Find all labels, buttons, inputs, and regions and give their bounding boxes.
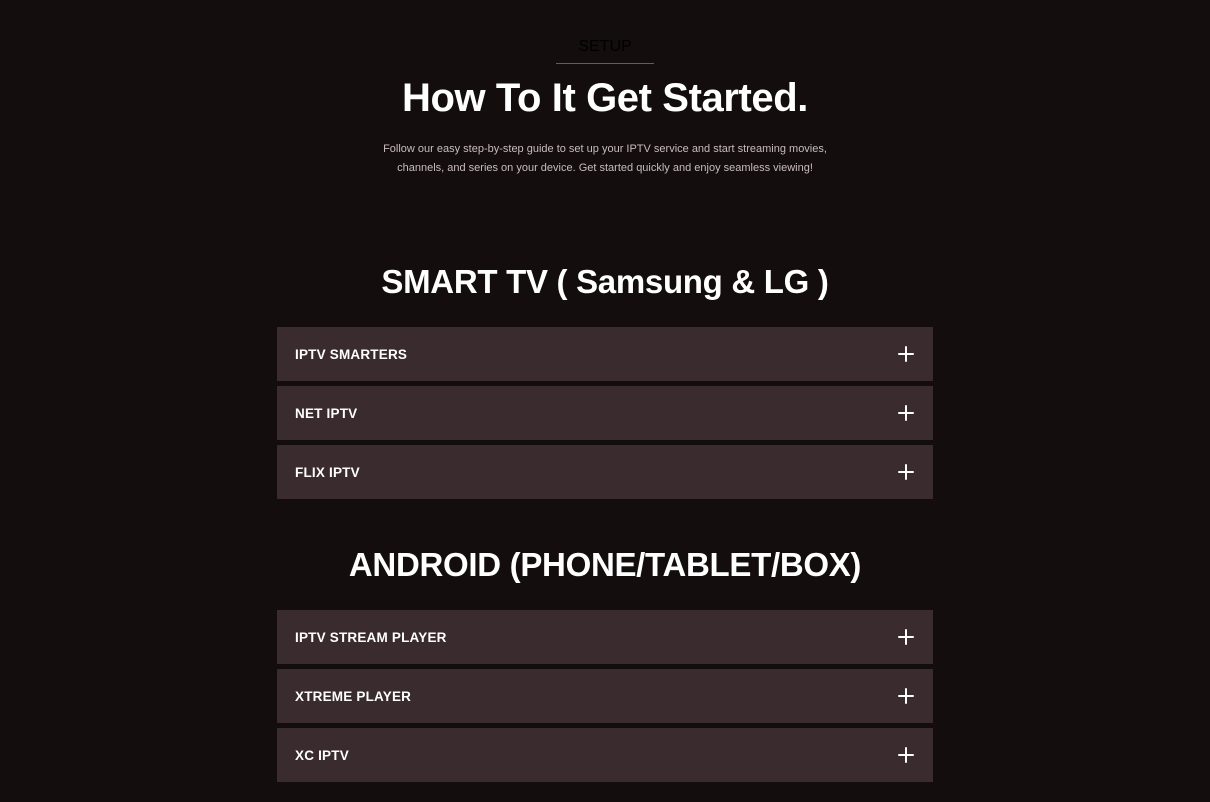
- accordion-item-iptv-stream-player[interactable]: [277, 610, 933, 664]
- page-title: How To It Get Started.: [401, 76, 809, 120]
- plus-icon[interactable]: [898, 688, 914, 704]
- section-smart-tv: [0, 261, 1210, 499]
- accordion-item-net-iptv[interactable]: [277, 386, 933, 440]
- accordion-item-flix-iptv[interactable]: [277, 445, 933, 499]
- accordion-item-label: FLIX IPTV: [295, 464, 360, 480]
- accordion-item-label: XTREME PLAYER: [295, 688, 412, 704]
- eyebrow-divider: [556, 63, 654, 64]
- plus-icon[interactable]: [898, 629, 914, 645]
- accordion-smart-tv: [277, 303, 933, 499]
- plus-icon[interactable]: [898, 464, 914, 480]
- accordion-item-xtreme-player[interactable]: [277, 669, 933, 723]
- plus-icon[interactable]: [898, 405, 914, 421]
- section-android: [0, 544, 1210, 782]
- page-subtitle: Follow our easy step-by-step guide to set up your IPTV service and start streaming movies, channels, and series on your device. Get started quickly and enjoy seamless viewing!: [383, 143, 827, 174]
- section-title: SMART TV ( Samsung & LG ): [381, 263, 829, 300]
- section-title: ANDROID (PHONE/TABLET/BOX): [348, 546, 862, 583]
- plus-icon[interactable]: [898, 747, 914, 763]
- accordion-item-iptv-smarters[interactable]: [277, 327, 933, 381]
- accordion-item-label: NET IPTV: [295, 405, 358, 421]
- accordion-item-label: IPTV SMARTERS: [295, 346, 408, 362]
- plus-icon[interactable]: [898, 346, 914, 362]
- page-header: [0, 38, 1210, 178]
- eyebrow-label: SETUP: [578, 38, 632, 55]
- accordion-item-label: IPTV STREAM PLAYER: [295, 629, 447, 645]
- accordion-item-xc-iptv[interactable]: [277, 728, 933, 782]
- accordion-item-label: XC IPTV: [295, 747, 349, 763]
- accordion-android: [277, 586, 933, 782]
